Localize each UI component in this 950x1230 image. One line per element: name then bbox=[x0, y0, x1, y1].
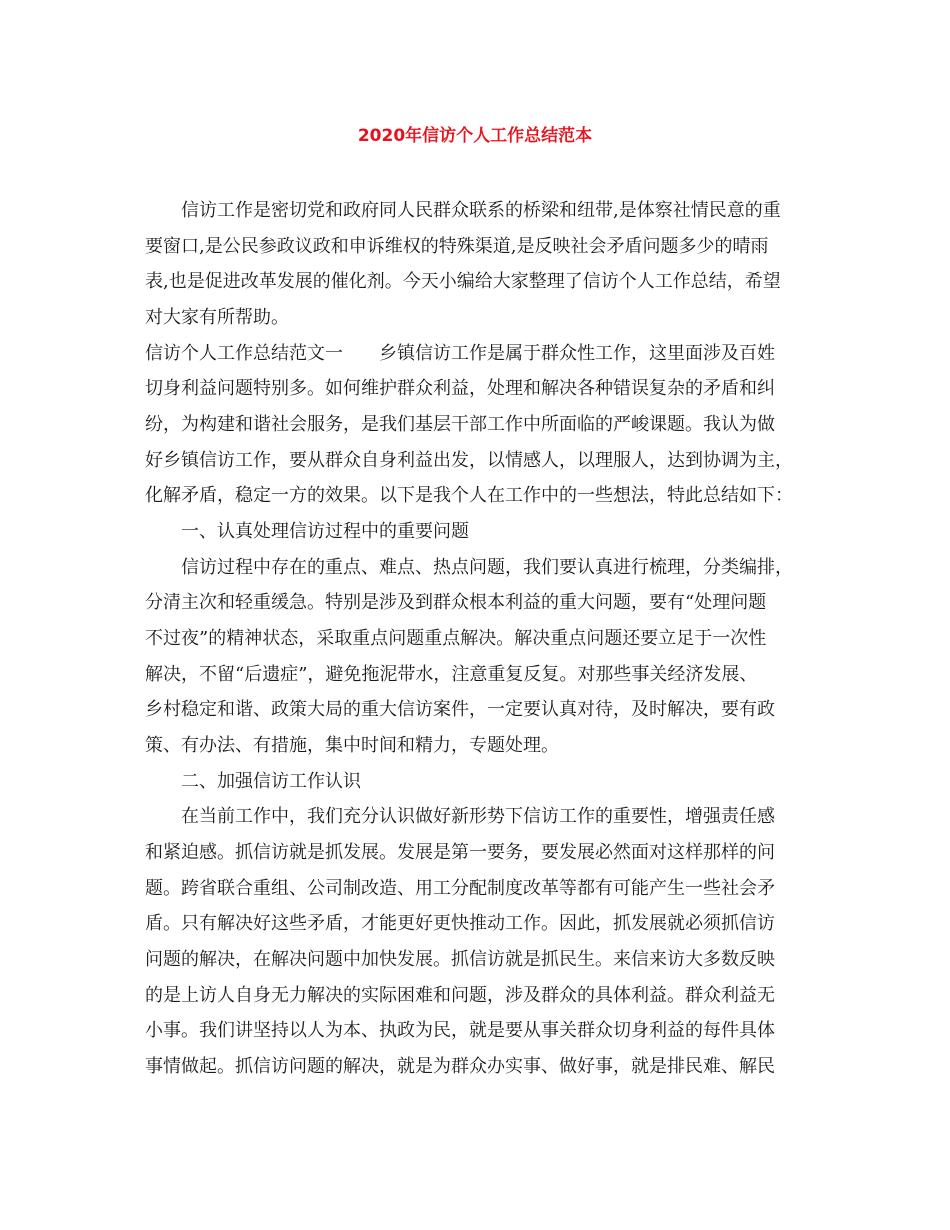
text-line: 要窗口,是公民参政议政和申诉维权的特殊渠道,是反映社会矛盾问题多少的晴雨 bbox=[145, 236, 769, 257]
section-heading: 二、加强信访工作认识 bbox=[181, 771, 361, 792]
text-line: 表,也是促进改革发展的催化剂。今天小编给大家整理了信访个人工作总结，希望 bbox=[145, 271, 781, 292]
document-title: 2020年信访个人工作总结范本 bbox=[357, 126, 593, 146]
text-line: 题。跨省联合重组、公司制改造、用工分配制度改革等都有可能产生一些社会矛 bbox=[145, 878, 775, 899]
text-line: 对大家有所帮助。 bbox=[145, 307, 289, 328]
text-line: 问题的解决，在解决问题中加快发展。抓信访就是抓民生。来信来访大多数反映 bbox=[145, 949, 775, 970]
text-line: 和紧迫感。抓信访就是抓发展。发展是第一要务，要发展必然面对这样那样的问 bbox=[145, 842, 775, 863]
text-line: 小事。我们讲坚持以人为本、执政为民，就是要从事关群众切身利益的每件具体 bbox=[145, 1020, 775, 1041]
section-heading: 一、认真处理信访过程中的重要问题 bbox=[181, 521, 469, 542]
text-line: 乡村稳定和谐、政策大局的重大信访案件，一定要认真对待，及时解决，要有政 bbox=[145, 699, 775, 720]
text-line: 在当前工作中，我们充分认识做好新形势下信访工作的重要性，增强责任感 bbox=[181, 806, 775, 827]
text-line: 切身利益问题特别多。如何维护群众利益，处理和解决各种错误复杂的矛盾和纠 bbox=[145, 378, 775, 399]
text-line: 不过夜”的精神状态，采取重点问题重点解决。解决重点问题还要立足于一次性 bbox=[145, 628, 767, 649]
text-line: 纷，为构建和谐社会服务，是我们基层干部工作中所面临的严峻课题。我认为做 bbox=[145, 414, 775, 435]
text-line: 化解矛盾，稳定一方的效果。以下是我个人在工作中的一些想法，特此总结如下： bbox=[145, 485, 793, 506]
text-line: 盾。只有解决好这些矛盾，才能更好更快推动工作。因此，抓发展就必须抓信访 bbox=[145, 913, 775, 934]
text-line: 好乡镇信访工作，要从群众自身利益出发，以情感人，以理服人，达到协调为主， bbox=[145, 450, 793, 471]
text-line: 分清主次和轻重缓急。特别是涉及到群众根本利益的重大问题，要有“处理问题 bbox=[145, 592, 767, 613]
text-line: 信访工作是密切党和政府同人民群众联系的桥梁和纽带,是体察社情民意的重 bbox=[181, 200, 781, 221]
text-line: 信访个人工作总结范文一 乡镇信访工作是属于群众性工作，这里面涉及百姓 bbox=[145, 343, 775, 364]
text-line: 的是上访人自身无力解决的实际困难和问题，涉及群众的具体利益。群众利益无 bbox=[145, 985, 775, 1006]
text-line: 事情做起。抓信访问题的解决，就是为群众办实事、做好事，就是排民难、解民 bbox=[145, 1056, 775, 1077]
text-line: 解决，不留“后遗症”，避免拖泥带水，注意重复反复。对那些事关经济发展、 bbox=[145, 664, 758, 685]
text-line: 信访过程中存在的重点、难点、热点问题，我们要认真进行梳理，分类编排， bbox=[181, 557, 793, 578]
text-line: 策、有办法、有措施，集中时间和精力，专题处理。 bbox=[145, 735, 559, 756]
